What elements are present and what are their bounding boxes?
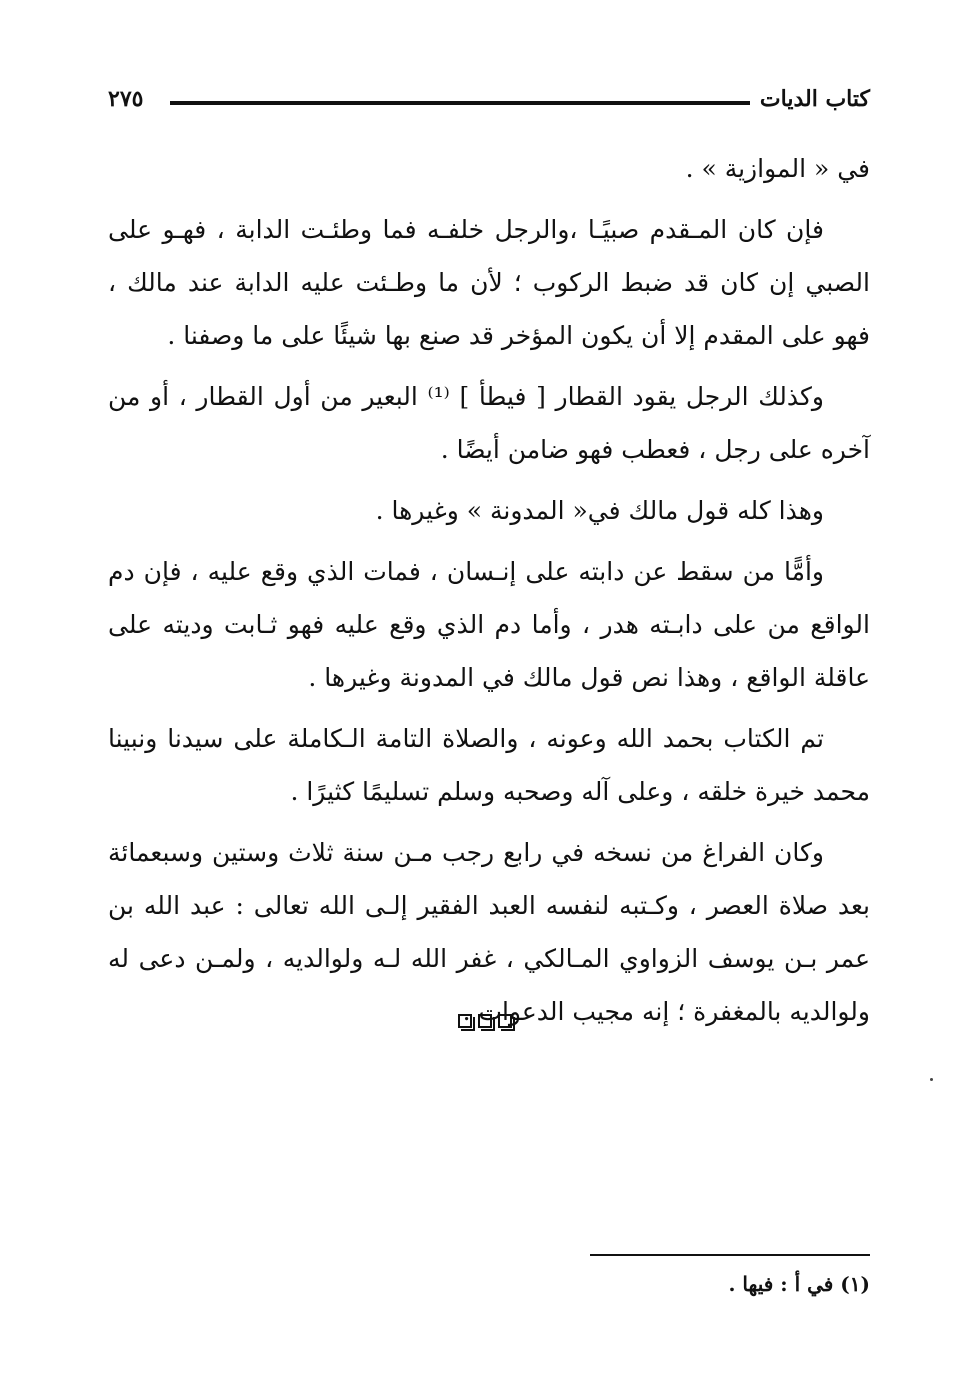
footnote: (١) في أ : فيها . [728,1272,870,1296]
header-rule [170,101,750,105]
paragraph: في « الموازية » . [685,154,870,183]
section-end-ornament [458,1014,512,1028]
scan-speck [930,1078,933,1081]
paragraph: وهذا كله قول مالك في« المدونة » وغيرها . [375,496,824,525]
chapter-title: كتاب الديات [759,86,870,112]
paragraph: وأمًّا من سقط عن دابته على إنـسان ، فمات الذي وقع عليه ، فإن دم الواقع من على دابـته هدر ، وأما دم الذي وقع عليه فهو ثـابت وديته على عاقلة الواقع ، وهذا نص قول مالك في المدونة وغيرها . [108,557,870,692]
paragraph: وكذلك الرجل يقود القطار [ فيطأ ] ⁽¹⁾ البعير من أول القطار ، أو من آخره على رجل ، فعطب فهو ضامن أيضًا . [108,382,870,464]
page-header [108,84,870,120]
ornament-square-icon [478,1014,492,1028]
main-text [108,142,870,1046]
ornament-square-icon [458,1014,472,1028]
footnote-rule [590,1254,870,1256]
paragraph: فإن كان المـقدم صبيًـا ،والرجل خلفـه فما وطئـت الدابة ، فهـو على الصبي إن كان قد ضبط الركوب ؛ لأن ما وطـئت عليه الدابة عند مالك ، فهو على المقدم إلا أن يكون المؤخر قد صنع بها شيئًا على ما وصفنا . [108,215,870,350]
ornament-square-icon [498,1014,512,1028]
paragraph: تم الكتاب بحمد الله وعونه ، والصلاة التامة الـكاملة على سيدنا ونبينا محمد خيرة خلقه ، وعلى آله وصحبه وسلم تسليمًا كثيرًا . [108,724,870,806]
paragraph: وكان الفراغ من نسخه في رابع رجب مـن سنة ثلاث وستين وسبعمائة بعد صلاة العصر ، وكـتبه لنفسه العبد الفقير إلـى الله تعالى : عبد الله بن عمر بـن يوسف الزواوي المـالكي ، غفر الله لـه ولوالديه ، ولمـن دعى له ولوالديه بالمغفرة ؛ إنه مجيب الدعوات . [108,838,871,1026]
page-number: ٢٧٥ [108,86,144,112]
